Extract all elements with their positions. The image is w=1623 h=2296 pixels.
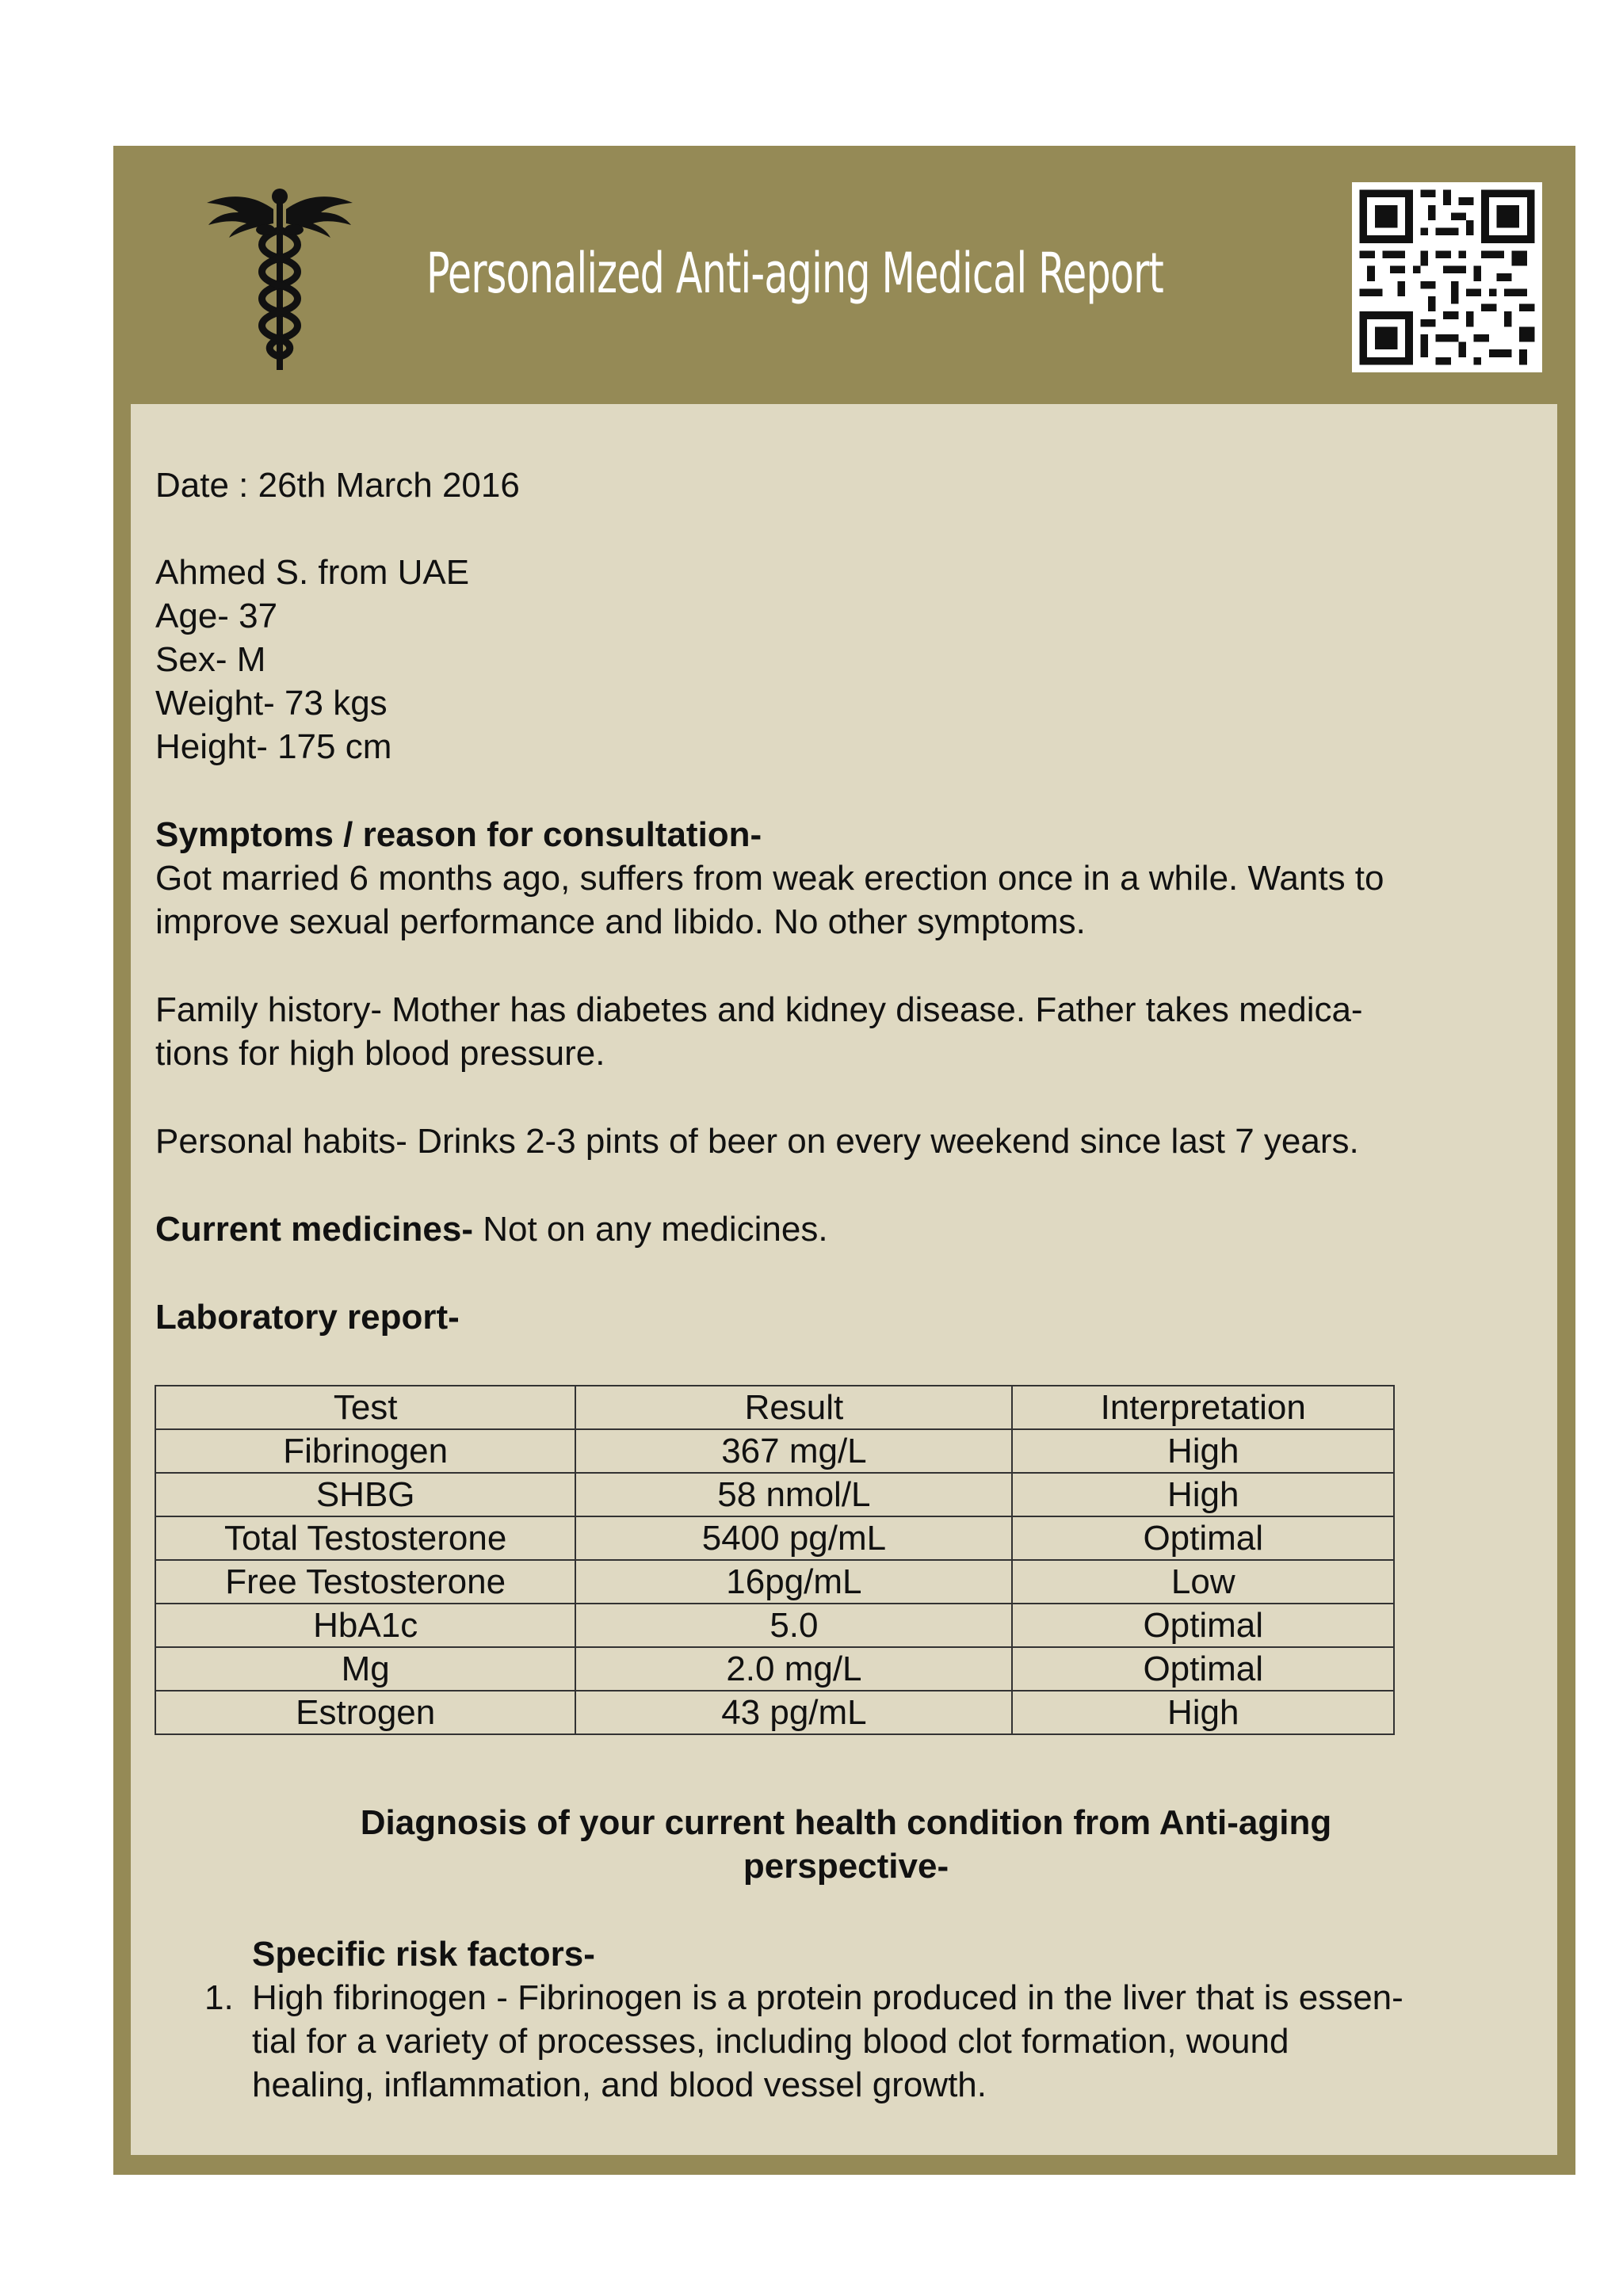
table-row (155, 1647, 1394, 1691)
lab-results-table (155, 1385, 1395, 1735)
table-cell: High (1012, 1473, 1394, 1516)
table-row (155, 1691, 1394, 1734)
current-medicines (155, 1207, 828, 1252)
table-header-row (155, 1386, 1394, 1429)
personal-habits: Personal habits- Drinks 2-3 pints of beer on every weekend since last 7 years. (155, 1122, 1359, 1161)
table-cell: Fibrinogen (155, 1429, 575, 1473)
table-cell: Free Testosterone (155, 1560, 575, 1604)
patient-age: Age- 37 (155, 597, 278, 635)
table-cell: High (1012, 1691, 1394, 1734)
table-cell: 58 nmol/L (575, 1473, 1012, 1516)
symptoms-text-line-1: Got married 6 months ago, suffers from weak erection once in a while. Wants to (155, 859, 1384, 898)
table-row (155, 1516, 1394, 1560)
table-cell: Mg (155, 1647, 575, 1691)
patient-weight: Weight- 73 kgs (155, 684, 388, 723)
table-row (155, 1473, 1394, 1516)
table-header-cell: Result (575, 1386, 1012, 1429)
table-cell: Optimal (1012, 1604, 1394, 1647)
table-cell: Optimal (1012, 1516, 1394, 1560)
risk-factor-line-1: High fibrinogen - Fibrinogen is a protein produced in the liver that is essen- (252, 1978, 1403, 2017)
diagnosis-heading-line-1: Diagnosis of your current health condition from Anti-aging (360, 1803, 1332, 1842)
table-cell: 367 mg/L (575, 1429, 1012, 1473)
risk-factor-line-2: tial for a variety of processes, including blood clot formation, wound (252, 2022, 1289, 2061)
risk-factors-heading: Specific risk factors- (252, 1935, 595, 1974)
table-header-cell: Interpretation (1012, 1386, 1394, 1429)
table-header-cell: Test (155, 1386, 575, 1429)
table-row (155, 1429, 1394, 1473)
family-history-line-2: tions for high blood pressure. (155, 1034, 605, 1073)
family-history-line-1: Family history- Mother has diabetes and kidney disease. Father takes medica- (155, 990, 1363, 1029)
current-medicines-label: Current medicines- (155, 1210, 473, 1249)
report-date: Date : 26th March 2016 (155, 466, 520, 505)
list-item-number: 1. (204, 1978, 234, 2017)
table-cell: Low (1012, 1560, 1394, 1604)
risk-factor-line-3: healing, inflammation, and blood vessel growth. (252, 2065, 987, 2104)
report-title: Personalized Anti-aging Medical Report (426, 241, 1164, 306)
table-cell: High (1012, 1429, 1394, 1473)
diagnosis-heading-line-2: perspective- (743, 1847, 949, 1886)
table-cell: 43 pg/mL (575, 1691, 1012, 1734)
patient-sex: Sex- M (155, 640, 266, 679)
symptoms-text-line-2: improve sexual performance and libido. No other symptoms. (155, 902, 1086, 941)
table-row (155, 1604, 1394, 1647)
table-cell: HbA1c (155, 1604, 575, 1647)
patient-height: Height- 175 cm (155, 727, 392, 766)
table-cell: SHBG (155, 1473, 575, 1516)
current-medicines-value: Not on any medicines. (472, 1210, 828, 1249)
table-cell: Optimal (1012, 1647, 1394, 1691)
table-cell: 2.0 mg/L (575, 1647, 1012, 1691)
table-cell: Total Testosterone (155, 1516, 575, 1560)
table-cell: 5.0 (575, 1604, 1012, 1647)
lab-report-heading: Laboratory report- (155, 1298, 460, 1337)
table-cell: 16pg/mL (575, 1560, 1012, 1604)
patient-name: Ahmed S. from UAE (155, 553, 470, 592)
table-cell: Estrogen (155, 1691, 575, 1734)
symptoms-heading: Symptoms / reason for consultation- (155, 815, 762, 854)
table-row (155, 1560, 1394, 1604)
table-cell: 5400 pg/mL (575, 1516, 1012, 1560)
